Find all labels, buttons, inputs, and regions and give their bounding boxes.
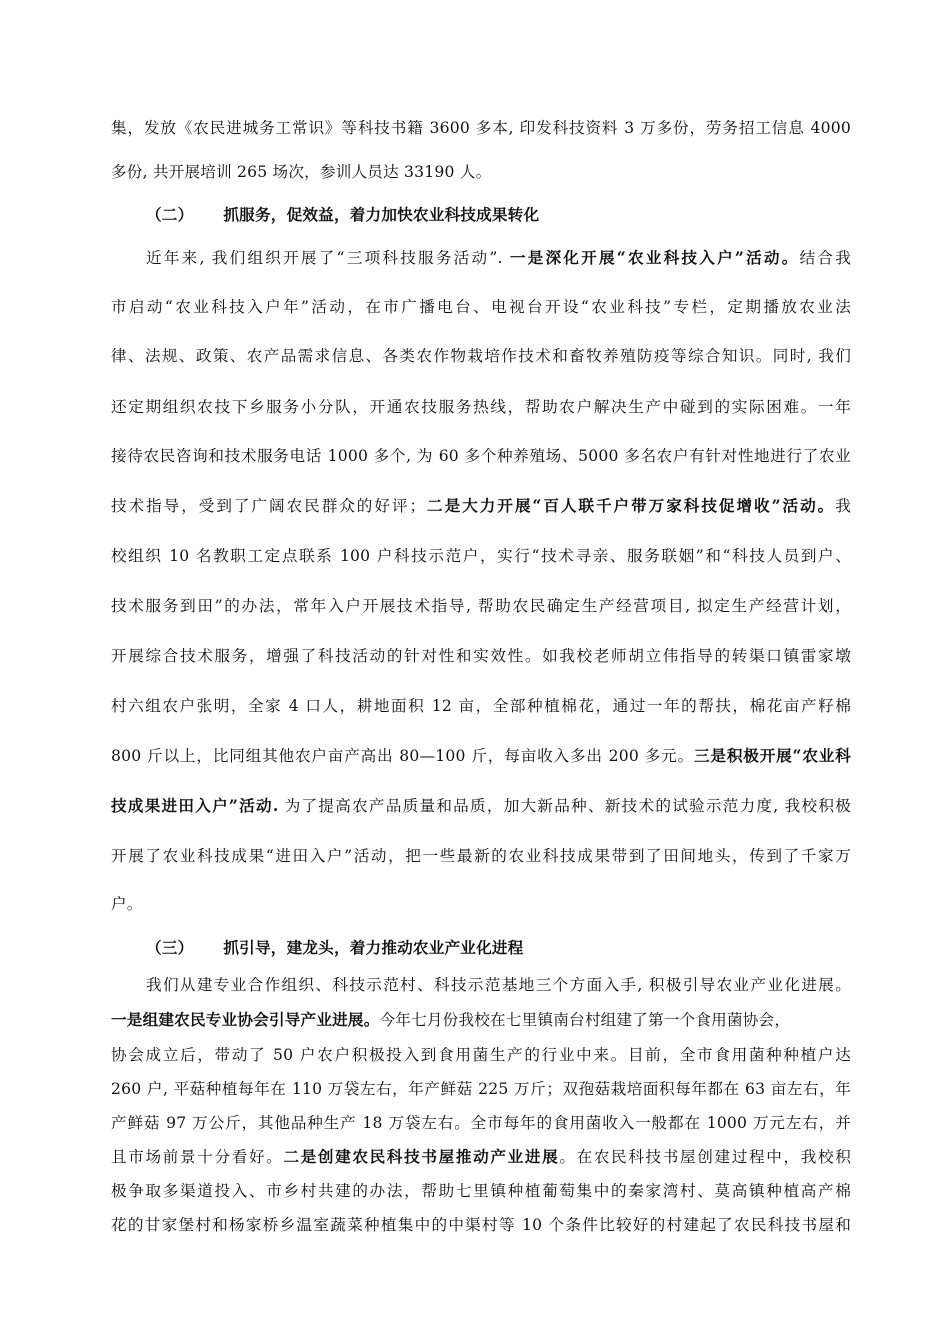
bold-text-run: 一是深化开展“农业科技入户”活动。 bbox=[509, 248, 800, 267]
text-line bbox=[111, 1113, 851, 1133]
bold-text-run: 一是组建农民专业协会引导产业进展。 bbox=[111, 1010, 380, 1029]
section-title: 抓引导，建龙头，着力推动农业产业化进程 bbox=[223, 938, 524, 957]
bold-text-run: 三是积极开展“农业科 bbox=[694, 746, 851, 765]
section-title: 抓服务，促效益，着力加快农业科技成果转化 bbox=[223, 205, 540, 224]
text-run: 近年来, 我们组织开展了“三项科技服务活动”. bbox=[146, 249, 510, 267]
text-line bbox=[111, 118, 851, 138]
text-run: 260 户, 平菇种植每年在 110 万袋左右，年产鲜菇 225 万斤；双孢菇栽培面积每年都在 63 亩左右，年 bbox=[111, 1080, 851, 1098]
text-line bbox=[111, 346, 851, 366]
text-run: 。在农民科技书屋创建过程中，我校积 bbox=[559, 1148, 852, 1166]
text-run: 产鲜菇 97 万公斤，其他品种生产 18 万袋左右。全市每年的食用菌收入一般都在 1000 万元左右，并 bbox=[111, 1114, 851, 1132]
text-line bbox=[111, 1045, 851, 1065]
text-run: 集，发放《农民进城务工常识》等科技书籍 3600 多本, 印发科技资料 3 万多份，劳务招工信息 4000 bbox=[111, 119, 851, 137]
text-run: 接待农民咨询和技术服务电话 1000 多个, 为 60 多个种养殖场、5000 多名农户有针对性地进行了农业 bbox=[111, 447, 851, 465]
text-line bbox=[111, 1181, 851, 1201]
text-line bbox=[111, 894, 851, 914]
text-line bbox=[111, 1147, 851, 1167]
text-line bbox=[111, 1079, 851, 1099]
bold-text-run: 二是创建农民科技书屋推动产业进展 bbox=[283, 1147, 560, 1166]
text-line bbox=[146, 975, 851, 995]
text-line bbox=[111, 546, 851, 566]
section-number: （三） bbox=[146, 938, 194, 957]
text-run: 技术指导，受到了广阔农民群众的好评； bbox=[111, 497, 426, 515]
text-line bbox=[111, 1010, 851, 1030]
text-run: 结合我 bbox=[799, 249, 851, 267]
text-line bbox=[111, 846, 851, 866]
text-run: 开展了农业科技成果“进田入户”活动，把一些最新的农业科技成果带到了田间地头，传到了千家万 bbox=[111, 847, 851, 865]
text-line bbox=[146, 248, 851, 268]
text-line bbox=[111, 596, 851, 616]
text-run: 户。 bbox=[111, 895, 143, 913]
text-run: 市启动“农业科技入户年”活动，在市广播电台、电视台开设“农业科技”专栏，定期播放农业法 bbox=[111, 298, 851, 316]
text-run: 为了提高农产品质量和品质，加大新品种、新技术的试验示范力度, 我校积极 bbox=[278, 797, 851, 815]
section-heading bbox=[146, 205, 886, 225]
section-heading bbox=[146, 938, 886, 958]
text-line bbox=[111, 696, 851, 716]
text-line bbox=[111, 1215, 851, 1235]
text-line bbox=[111, 746, 851, 766]
text-run: 开展综合技术服务，增强了科技活动的针对性和实效性。如我校老师胡立伟指导的转渠口镇雷家墩 bbox=[111, 647, 851, 665]
text-run: 我们从建专业合作组织、科技示范村、科技示范基地三个方面入手, 积极引导农业产业化进展。 bbox=[146, 976, 851, 994]
bold-text-run: 技成果进田入户”活动. bbox=[111, 796, 279, 815]
text-line bbox=[111, 446, 851, 466]
text-line bbox=[111, 796, 851, 816]
text-line bbox=[111, 397, 851, 417]
text-run: 技术服务到田”的办法，常年入户开展技术指导, 帮助农民确定生产经营项目, 拟定生产经营计划， bbox=[111, 597, 851, 615]
text-run: 协会成立后，带动了 50 户农户积极投入到食用菌生产的行业中来。目前，全市食用菌种种植户达 bbox=[111, 1046, 851, 1064]
text-run: 我 bbox=[835, 497, 851, 515]
text-run: 极争取多渠道投入、市乡村共建的办法，帮助七里镇种植葡萄集中的秦家湾村、莫高镇种植高产棉 bbox=[111, 1182, 851, 1200]
text-run: 律、法规、政策、农产品需求信息、各类农作物栽培作技术和畜牧养殖防疫等综合知识。同时, 我们 bbox=[111, 347, 851, 365]
text-line bbox=[111, 646, 851, 666]
text-run: 校组织 10 名教职工定点联系 100 户科技示范户，实行“技术寻亲、服务联姻”和“科技人员到户、 bbox=[111, 547, 851, 565]
text-run: 花的甘家堡村和杨家桥乡温室蔬菜种植集中的中渠村等 10 个条件比较好的村建起了农民科技书屋和 bbox=[111, 1216, 851, 1234]
text-line bbox=[111, 297, 851, 317]
text-run: 800 斤以上，比同组其他农户亩产高出 80—100 斤，每亩收入多出 200 多元。 bbox=[111, 747, 695, 765]
text-run: 还定期组织农技下乡服务小分队，开通农技服务热线，帮助农户解决生产中碰到的实际困难。一年 bbox=[111, 398, 851, 416]
text-run: 村六组农户张明，全家 4 口人，耕地面积 12 亩，全部种植棉花，通过一年的帮扶，棉花亩产籽棉 bbox=[111, 697, 851, 715]
text-line bbox=[111, 162, 851, 182]
text-run: 多份, 共开展培训 265 场次，参训人员达 33190 人。 bbox=[111, 163, 492, 181]
text-run: 今年七月份我校在七里镇南台村组建了第一个食用菌协会， bbox=[379, 1011, 791, 1029]
section-number: （二） bbox=[146, 205, 194, 224]
text-line bbox=[111, 496, 851, 516]
text-run: 且市场前景十分看好。 bbox=[111, 1148, 284, 1166]
bold-text-run: 二是大力开展“百人联千户带万家科技促增收”活动。 bbox=[425, 496, 836, 515]
